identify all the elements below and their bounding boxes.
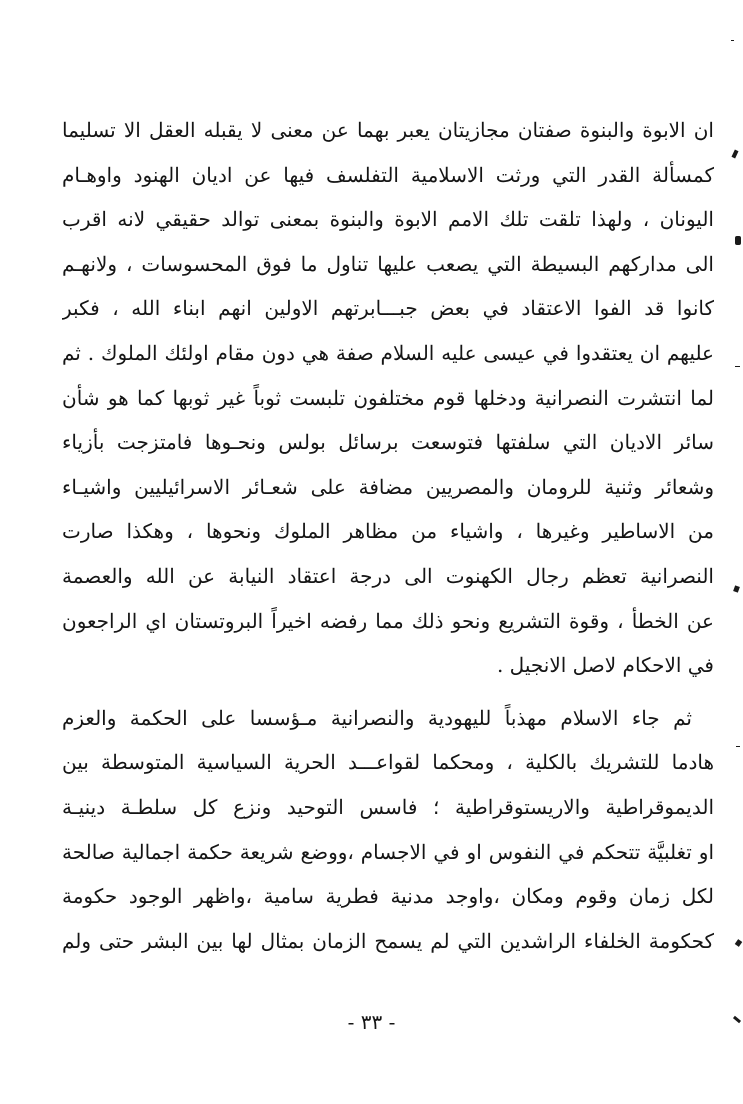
- text-line: ان الابوة والبنوة صفتان مجازيتان يعبر بهما عن معنى لا يقبله العقل الا تسليما: [62, 118, 714, 142]
- paragraph-gap: [62, 688, 714, 696]
- text-line: الى مداركهم البسيطة التي يصعب عليها تناول ما فوق المحسوسات ، ولانهـم: [62, 251, 714, 276]
- text-line: كانوا قد الفوا الاعتقاد في بعض جبـــابرتهم الاولين انهم ابناء الله ، فكبر: [62, 296, 714, 321]
- paragraph-1: [62, 108, 714, 688]
- scan-speck: [735, 236, 741, 245]
- text-line: في الاحكام لاصل الانجيل .: [496, 653, 714, 678]
- text-line: كحكومة الخلفاء الراشدين التي لم يسمح الزمان بمثال لها بين البشر حتى ولم: [62, 928, 714, 953]
- page-number: - ٣٣ -: [347, 1010, 396, 1034]
- text-line: من الاساطير وغيرها ، واشياء من مظاهر الملوك ونحوها ، وهكذا صارت: [62, 519, 714, 544]
- scan-speck: [731, 40, 734, 41]
- text-line: ثم جاء الاسلام مهذباً لليهودية والنصرانية مـؤسسا على الحكمة والعزم: [62, 705, 692, 730]
- text-line: الديموقراطية والاريستوقراطية ؛ فاسس التوحيد ونزع كل سلطـة دينيـة: [62, 794, 714, 819]
- text-line: هادما للتشريك بالكلية ، ومحكما لقواعـــد الحرية السياسية المتوسطة بين: [62, 750, 714, 775]
- scan-speck: [735, 939, 743, 947]
- text-line: كمسألة القدر التي ورثت الاسلامية التفلسف فيها عن اديان الهنود واوهـام: [62, 162, 714, 187]
- text-line: النصرانية تعظم رجال الكهنوت الى درجة اعتقاد النيابة عن الله والعصمة: [62, 563, 714, 588]
- text-line: سائر الاديان التي سلفتها فتوسعت برسائل بولس ونحـوها فامتزجت بأزياء: [62, 430, 714, 455]
- text-line: وشعائر وثنية للرومان والمصريين مضافة على شعـائر الاسرائيليين واشيـاء: [62, 474, 714, 499]
- paragraph-2: [62, 696, 714, 964]
- text-line: اليونان ، ولهذا تلقت تلك الامم الابوة والبنوة بمعنى توالد حقيقي لانه اقرب: [62, 207, 714, 232]
- text-line: لكل زمان وقوم ومكان ،واوجد مدنية فطرية سامية ،واظهر الوجود حكومة: [62, 884, 714, 909]
- text-line: لما انتشرت النصرانية ودخلها قوم مختلفون تلبست ثوباً غير ثوبها كما هو شأن: [62, 385, 714, 410]
- scan-speck: [733, 585, 740, 592]
- text-line: او تغلبيَّة تتحكم في النفوس او في الاجسام ،ووضع شريعة حكمة اجمالية صالحة: [62, 839, 714, 864]
- body-text: [62, 108, 714, 963]
- scan-speck: [736, 746, 740, 747]
- scan-speck: [731, 150, 738, 159]
- scan-speck: [735, 366, 740, 367]
- text-line: عن الخطأ ، وقوة التشريع ونحو ذلك مما رفضه اخيراً البروتستان اي الراجعون: [62, 608, 714, 633]
- text-line: عليهم ان يعتقدوا في عيسى عليه السلام صفة هي دون مقام اولئك الملوك . ثم: [62, 340, 714, 365]
